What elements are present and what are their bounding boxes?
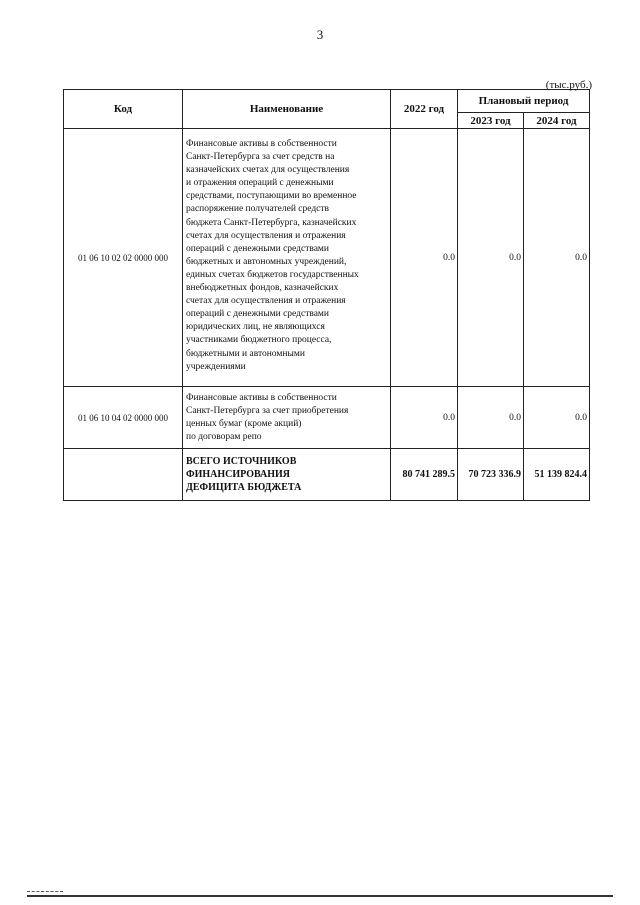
name-line: распоряжение получателей средств — [186, 204, 330, 215]
name-line: Санкт-Петербурга за счет средств на — [186, 152, 335, 163]
table-row — [64, 129, 590, 387]
value-2022: 0.0 — [391, 387, 458, 449]
total-code-empty — [64, 449, 183, 501]
name-line: бюджетными и автономными — [186, 348, 305, 359]
name-line: единых счетах бюджетов государственных — [186, 269, 359, 280]
name-line: Финансовые активы в собственности — [186, 393, 337, 403]
name-line: и отражения операций с денежными — [186, 178, 334, 189]
header-name: Наименование — [183, 90, 391, 129]
name-line: бюджетных и автономных учреждений, — [186, 256, 347, 267]
name-line: счетах для осуществления и отражения — [186, 296, 346, 307]
total-name-line: ВСЕГО ИСТОЧНИКОВ — [186, 456, 297, 467]
page-number: 3 — [316, 27, 324, 42]
value-2024: 0.0 — [524, 387, 590, 449]
value-2023: 0.0 — [458, 387, 524, 449]
value-2023: 0.0 — [458, 129, 524, 387]
header-2024: 2024 год — [524, 113, 590, 129]
total-name — [183, 449, 391, 501]
footer-rule — [27, 895, 613, 897]
name-line: счетах для осуществления и отражения — [186, 230, 346, 241]
total-2023: 70 723 336.9 — [458, 449, 524, 501]
total-2024: 51 139 824.4 — [524, 449, 590, 501]
total-name-line: ДЕФИЦИТА БЮДЖЕТА — [186, 482, 302, 493]
row-code: 01 06 10 04 02 0000 000 — [64, 387, 183, 449]
value-2022: 0.0 — [391, 129, 458, 387]
table-row — [64, 387, 590, 449]
row-name — [183, 387, 391, 449]
row-code: 01 06 10 02 02 0000 000 — [64, 129, 183, 387]
name-line: бюджета Санкт-Петербурга, казначейских — [186, 217, 357, 228]
name-line: по договорам репо — [186, 432, 262, 443]
total-row — [64, 449, 590, 501]
name-line: средствами, поступающими во временное — [186, 191, 357, 202]
financing-sources-table — [63, 89, 590, 501]
name-line: операций с денежными средствами — [186, 243, 330, 254]
total-2022: 80 741 289.5 — [391, 449, 458, 501]
header-code: Код — [64, 90, 183, 129]
header-planned-period: Плановый период — [458, 90, 590, 113]
name-line: операций с денежными средствами — [186, 309, 330, 320]
name-line: казначейских счетах для осуществления — [186, 165, 350, 176]
value-2024: 0.0 — [524, 129, 590, 387]
name-line: учреждениями — [186, 361, 246, 372]
header-2022: 2022 год — [391, 90, 458, 129]
name-line: участниками бюджетного процесса, — [186, 335, 332, 346]
header-2023: 2023 год — [458, 113, 524, 129]
name-line: внебюджетных фондов, казначейских — [186, 283, 339, 294]
total-name-line: ФИНАНСИРОВАНИЯ — [186, 469, 291, 480]
unit-note: (тыс.руб.) — [545, 79, 592, 91]
row-name — [183, 129, 391, 387]
name-line: Финансовые активы в собственности — [186, 139, 337, 149]
name-line: Санкт-Петербурга за счет приобретения — [186, 406, 349, 417]
name-line: юридических лиц, не являющихся — [186, 322, 325, 333]
name-line: ценных бумаг (кроме акций) — [186, 419, 302, 430]
footer-mark — [27, 891, 63, 892]
